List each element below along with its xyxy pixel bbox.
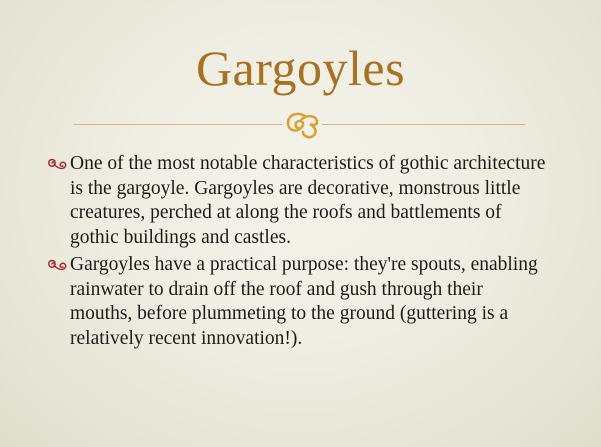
flourish-ornament-icon [282, 108, 322, 140]
divider-line-right [322, 124, 525, 125]
bullet-list [48, 152, 548, 354]
divider-line-left [74, 124, 282, 125]
bullet-item [48, 253, 548, 351]
scroll-ornament-icon [48, 259, 67, 272]
bullet-text: One of the most notable characteristics of gothic architecture is the gargoyle. Gargoyles are decorative, monstrous little creatures, perched at along the roofs and battlements of gothic buildings and castles. [70, 153, 546, 248]
scroll-ornament-icon [48, 158, 67, 171]
bullet-text: Gargoyles have a practical purpose: they're spouts, enabling rainwater to drain off the roof and gush through their mouths, before plummeting to the ground (guttering is a relatively recent innovation!). [70, 254, 538, 349]
bullet-item [48, 152, 548, 250]
slide-title: Gargoyles [195, 40, 406, 96]
